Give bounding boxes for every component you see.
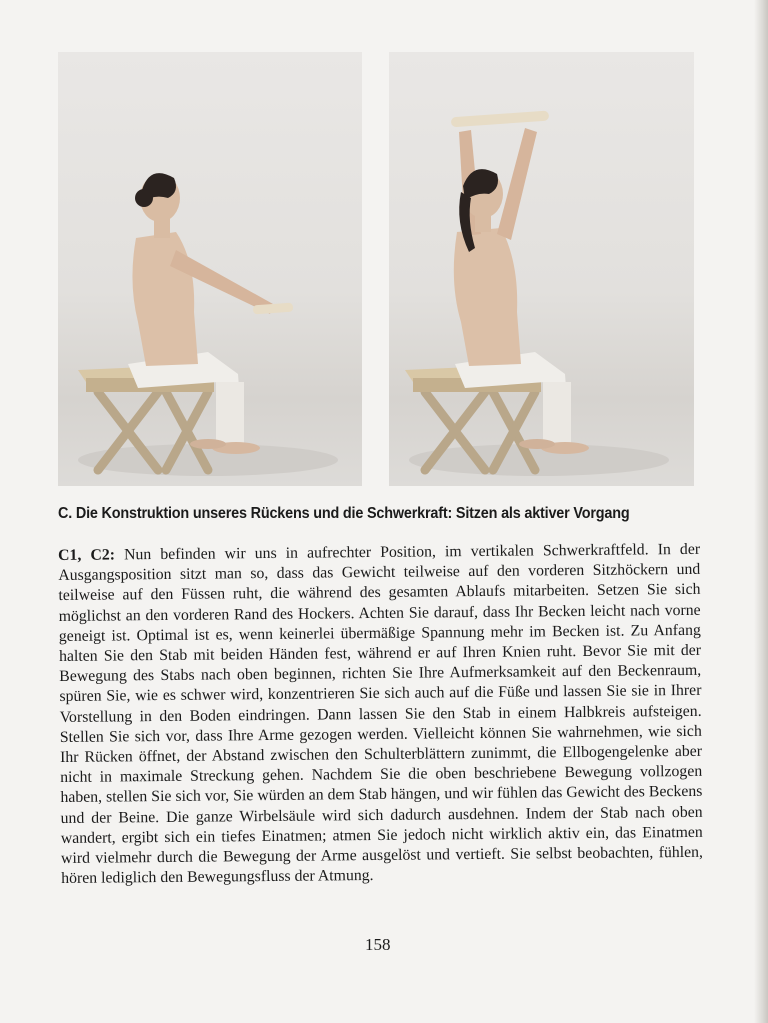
body-paragraph — [58, 540, 703, 890]
paragraph-text: Nun befinden wir uns in aufrechter Position, im vertikalen Schwerkraftfeld. In der Ausgangsposition sitzt man so, dass das Gewicht teilweise auf den vorderen Sitzhöckern und teilweise auf den Füssen ruht, die während des gesamten Ablaufs mitarbeiten. Setzen Sie sich möglichst an den vorderen Rand des Hockers. Achten Sie darauf, dass Ihr Becken leicht nach vorne geneigt ist. Optimal ist es, wenn keinerlei übermäßige Spannung mehr im Becken ist. Zu Anfang halten Sie den Stab mit beiden Händen fest, während er auf Ihren Knien ruht. Bevor Sie mit der Bewegung des Stabs nach oben beginnen, richten Sie Ihre Aufmerksamkeit auf den Beckenraum, spüren Sie, wie es schwer wird, konzentrieren Sie sich auch auf die Füße und lassen Sie sie in Ihrer Vorstellung in den Boden eindringen. Dann lassen Sie den Stab in einem Halbkreis aufsteigen. Stellen Sie sich vor, dass Ihre Arme gezogen werden. Vielleicht können Sie wahrnehmen, wie sich Ihr Rücken öffnet, der Abstand zwischen den Schulterblättern zunimmt, die Ellbogengelenke aber nicht in maximale Streckung gehen. Nachdem Sie die oben beschriebene Bewegung vollzogen haben, stellen Sie sich vor, Sie würden an dem Stab hängen, und wir fühlen das Gewicht des Beckens und der Beine. Die ganze Wirbelsäule wird sich dadurch ausdehnen. Indem der Stab nach oben wandert, ergibt sich ein tiefes Einatmen; atmen Sie jedoch nicht wirklich aktiv ein, das Einatmen wird vielmehr durch die Bewegung der Arme ausgelöst und vertieft. Sie selbst beobachten, fühlen, hören lediglich den Bewegungsfluss der Atmung. — [58, 540, 704, 888]
page-number: 158 — [365, 935, 391, 954]
photo-seated-stick-overhead-illustration — [389, 52, 694, 486]
photo-seated-stick-forward-illustration — [58, 52, 362, 486]
photo-seated-stick-overhead — [389, 52, 694, 486]
page-edge — [754, 0, 768, 1023]
figure-caption: C. Die Konstruktion unseres Rückens und die Schwerkraft: Sitzen als aktiver Vorgang — [58, 505, 630, 522]
photo-seated-stick-forward — [58, 52, 362, 486]
paragraph-lead: C1, C2: — [58, 546, 116, 564]
